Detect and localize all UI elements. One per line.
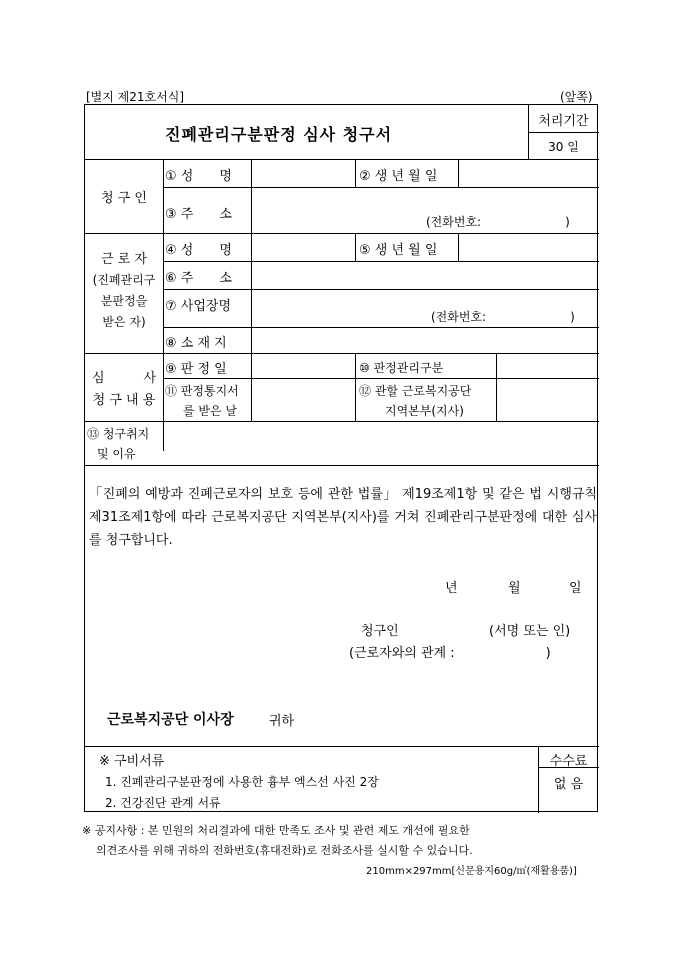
notice-line-2: 의견조사를 위해 귀하의 전화번호(휴대전화)로 전화조사를 실시할 수 있습니다. bbox=[96, 844, 473, 857]
documents-heading: ※ 구비서류 bbox=[99, 754, 165, 769]
date-month: 월 bbox=[508, 581, 521, 596]
worker-location-label: ⑧ 소 재 지 bbox=[165, 336, 227, 351]
processing-period-value: 30 일 bbox=[548, 140, 579, 154]
notice-line-1: ※ 공지사항 : 본 민원의 처리결과에 대한 만족도 조사 및 관련 제도 개선에 필요한 bbox=[82, 824, 470, 837]
worker-phone-label: (전화번호: ) bbox=[431, 310, 575, 324]
branch-office-label-1: ⑫ 관할 근로복지공단 bbox=[359, 384, 472, 398]
signature-sign: (서명 또는 인) bbox=[489, 624, 571, 639]
form-number: [별지 제21호서식] bbox=[86, 90, 184, 104]
recipient-honorific: 귀하 bbox=[269, 714, 295, 729]
worker-section-sub3: 받은 자) bbox=[102, 315, 146, 329]
notice-received-label-2: 를 받은 날 bbox=[183, 404, 237, 418]
purpose-label-2: 및 이유 bbox=[97, 447, 136, 461]
purpose-label-1: ⑬ 청구취지 bbox=[87, 427, 150, 441]
worker-address-label: ⑥ 주 소 bbox=[165, 271, 232, 286]
claimant-section-label: 청 구 인 bbox=[101, 191, 147, 206]
relation-to-worker: (근로자와의 관계 : ) bbox=[349, 646, 551, 661]
date-day: 일 bbox=[569, 581, 582, 596]
fee-label: 수수료 bbox=[549, 754, 588, 769]
date-year: 년 bbox=[445, 581, 458, 596]
signature-claimant: 청구인 bbox=[361, 624, 399, 639]
claimant-birth-label: ② 생 년 월 일 bbox=[359, 169, 438, 184]
claimant-phone-label: (전화번호: ) bbox=[426, 215, 570, 229]
documents-item-2: 2. 건강진단 관계 서류 bbox=[105, 796, 221, 810]
processing-period-label: 처리기간 bbox=[538, 114, 589, 129]
claim-statement: 「진폐의 예방과 진폐근로자의 보호 등에 관한 법률」 제19조제1항 및 같은 법 시행규칙 제31조제1항에 따라 근로복지공단 지역본부(지사)를 거쳐 진폐관리구분판정에 대한 심사를 청구합니다. bbox=[89, 487, 598, 548]
documents-item-1: 1. 진폐관리구분판정에 사용한 흉부 엑스선 사진 2장 bbox=[105, 775, 379, 789]
worker-section-sub1: (진폐관리구 bbox=[92, 273, 156, 287]
page-side: (앞쪽) bbox=[560, 90, 593, 104]
paper-spec: 210mm×297mm[신문용지60g/㎡(재활용품)] bbox=[366, 866, 577, 877]
decision-date-label: ⑨ 판 정 일 bbox=[165, 362, 227, 377]
branch-office-label-2: 지역본부(지사) bbox=[385, 404, 464, 418]
fee-value: 없 음 bbox=[553, 777, 584, 792]
review-section-label: 심 사 bbox=[91, 371, 157, 386]
notice-received-label-1: ⑪ 판정통지서 bbox=[165, 384, 239, 398]
worker-section-sub2: 분판정을 bbox=[100, 294, 148, 308]
worker-section-label: 근 로 자 bbox=[101, 252, 147, 267]
management-class-label: ⑩ 판정관리구분 bbox=[359, 361, 444, 375]
form-title: 진폐관리구분판정 심사 청구서 bbox=[165, 125, 393, 144]
worker-birth-label: ⑤ 생 년 월 일 bbox=[359, 243, 438, 258]
worker-name-label: ④ 성 명 bbox=[165, 243, 232, 258]
review-section-sub: 청 구 내 용 bbox=[92, 393, 156, 408]
claim-form bbox=[84, 104, 598, 812]
claimant-name-label: ① 성 명 bbox=[165, 169, 232, 184]
recipient-org: 근로복지공단 이사장 bbox=[107, 712, 234, 728]
claimant-address-label: ③ 주 소 bbox=[165, 207, 232, 222]
worker-workplace-label: ⑦ 사업장명 bbox=[165, 299, 232, 314]
